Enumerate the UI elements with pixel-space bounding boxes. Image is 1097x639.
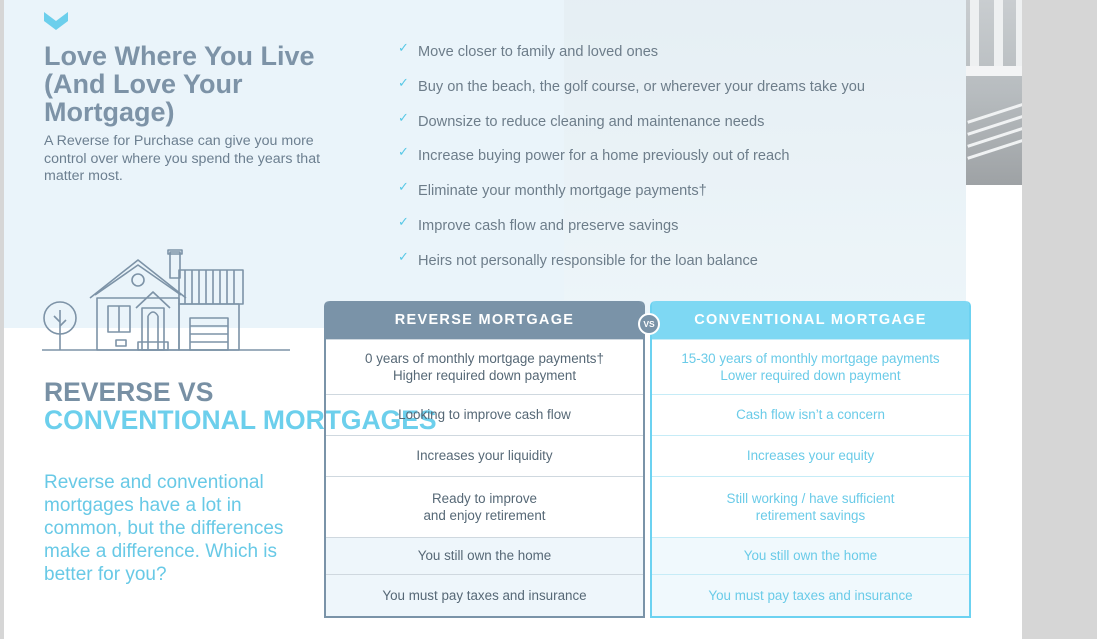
table-row: Looking to improve cash flow	[326, 394, 643, 435]
table-row: Ready to improve and enjoy retirement	[326, 476, 643, 537]
conventional-mortgage-header: CONVENTIONAL MORTGAGE	[652, 301, 969, 339]
table-row: You still own the home	[652, 537, 969, 574]
comparison-description: Reverse and conventional mortgages have a lot in common, but the differences make a difference. Which is better for you?	[44, 472, 284, 585]
table-row: You must pay taxes and insurance	[326, 574, 643, 616]
reverse-mortgage-column	[324, 301, 645, 618]
table-row: Still working / have sufficient retirement savings	[652, 476, 969, 537]
benefit-item: ✓ Heirs not personally responsible for the loan balance	[398, 248, 758, 269]
table-row: 0 years of monthly mortgage payments† Higher required down payment	[326, 339, 643, 394]
check-icon: ✓	[398, 213, 409, 229]
check-icon: ✓	[398, 74, 409, 90]
comparison-title: REVERSE VS CONVENTIONAL MORTGAGES	[44, 377, 437, 435]
check-icon: ✓	[398, 248, 409, 264]
table-row: Increases your liquidity	[326, 435, 643, 476]
benefit-item: ✓ Buy on the beach, the golf course, or wherever your dreams take you	[398, 74, 865, 95]
benefit-item: ✓ Move closer to family and loved ones	[398, 40, 659, 60]
check-icon: ✓	[398, 179, 409, 195]
chevron-logo-icon	[44, 12, 68, 30]
porch-photo	[966, 0, 1022, 185]
vs-badge: VS	[638, 313, 660, 335]
infographic-page	[4, 0, 1022, 639]
benefit-item: ✓ Improve cash flow and preserve savings	[398, 213, 679, 234]
check-icon: ✓	[398, 40, 409, 55]
benefit-item: ✓ Downsize to reduce cleaning and maintenance needs	[398, 109, 765, 130]
conventional-mortgage-column	[650, 301, 971, 618]
benefit-item: ✓ Increase buying power for a home previously out of reach	[398, 144, 790, 165]
benefits-list	[398, 42, 865, 286]
table-row: Cash flow isn’t a concern	[652, 394, 969, 435]
house-illustration-icon	[42, 248, 292, 354]
table-row: Increases your equity	[652, 435, 969, 476]
table-row: You still own the home	[326, 537, 643, 574]
check-icon: ✓	[398, 144, 409, 160]
check-icon: ✓	[398, 109, 409, 125]
table-row: You must pay taxes and insurance	[652, 574, 969, 616]
table-row: 15-30 years of monthly mortgage payments Lower required down payment	[652, 339, 969, 394]
reverse-mortgage-header: REVERSE MORTGAGE	[326, 301, 643, 339]
hero-intro: A Reverse for Purchase can give you more control over where you spend the years that matter most.	[44, 133, 321, 184]
hero-title: Love Where You Live (And Love Your Mortgage)	[44, 41, 315, 127]
benefit-item: ✓ Eliminate your monthly mortgage payments†	[398, 179, 707, 200]
